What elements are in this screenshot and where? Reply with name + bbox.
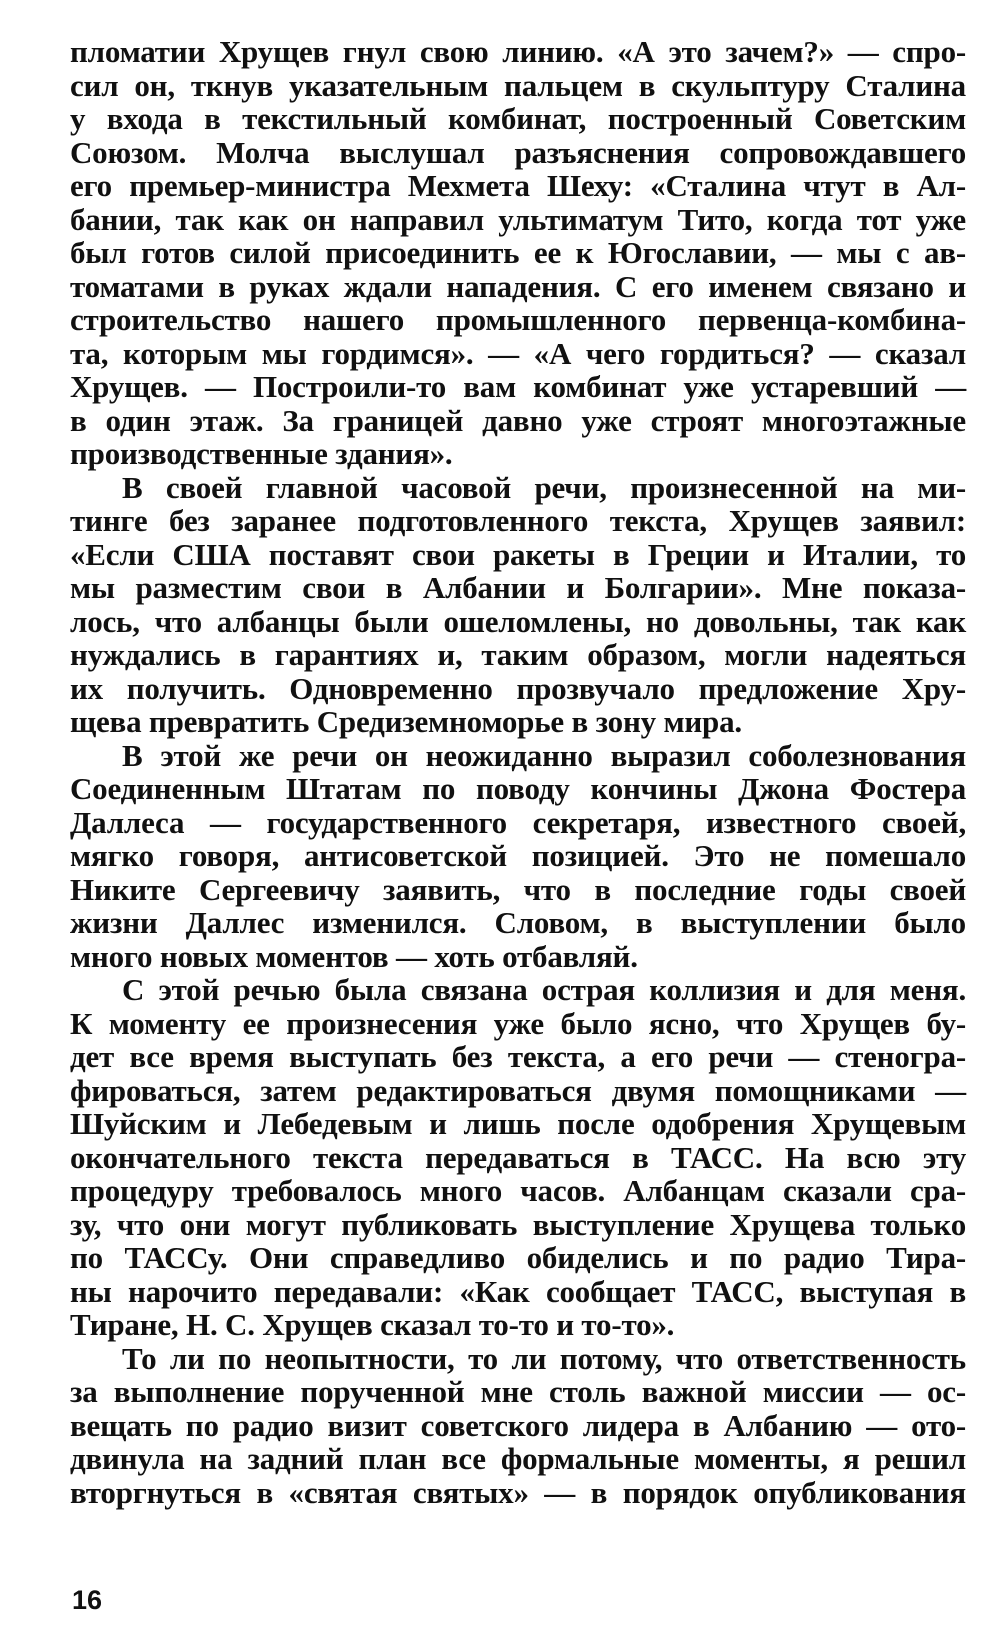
text-line: С этой речью была связана острая коллизия и для меня. — [122, 972, 966, 1007]
text-line: нуждались в гарантиях и, таким образом, могли надеяться — [70, 637, 966, 672]
text-line: вторгнуться в «святая святых» — в порядок опубликования — [70, 1474, 966, 1510]
text-line: Тиране, Н. С. Хрущев сказал то-то и то-то». — [70, 1307, 675, 1342]
text-line: бании, так как он направил ультиматум Тито, когда тот уже — [70, 201, 966, 237]
text-line: Хрущев. — Построили-то вам комбинат уже устаревший — — [70, 369, 966, 404]
text-line: Шуйским и Лебедевым и лишь после одобрения Хрущевым — [70, 1106, 966, 1141]
text-line: Никите Сергеевичу заявить, что в последние годы своей — [70, 871, 966, 907]
text-line: В своей главной часовой речи, произнесенной на ми- — [122, 469, 966, 505]
text-line: окончательного текста передаваться в ТАСС. На всю эту — [70, 1139, 966, 1175]
text-line: сил он, ткнув указательным пальцем в скульптуру Сталина — [70, 67, 966, 103]
body-text — [70, 35, 966, 1509]
text-line: Союзом. Молча выслушал разъяснения сопровождавшего — [70, 134, 966, 170]
text-line: по ТАССу. Они справедливо обиделись и по радио Тира- — [70, 1240, 966, 1275]
text-line: фироваться, затем редактироваться двумя помощниками — — [70, 1072, 966, 1108]
text-line: пломатии Хрущев гнул свою линию. «А это зачем?» — спро- — [70, 34, 966, 69]
paragraph-1 — [70, 35, 966, 471]
text-line: за выполнение порученной мне столь важной миссии — ос- — [70, 1374, 966, 1409]
text-line: лось, что албанцы были ошеломлены, но довольны, так как — [70, 603, 966, 639]
text-line: та, которым мы гордимся». — «А чего гордиться? — сказал — [70, 335, 966, 371]
text-line: у входа в текстильный комбинат, построенный Советским — [70, 101, 966, 136]
text-line: Соединенным Штатам по поводу кончины Джона Фостера — [70, 771, 966, 806]
page-number: 16 — [72, 1585, 103, 1615]
text-line: его премьер-министра Мехмета Шеху: «Сталина чтут в Ал- — [70, 168, 966, 203]
text-line: был готов силой присоединить ее к Югославии, — мы с ав- — [70, 235, 966, 270]
text-line: в один этаж. За границей давно уже строят многоэтажные — [70, 402, 966, 438]
text-line: двинула на задний план все формальные моменты, я решил — [70, 1441, 966, 1476]
text-line: мы разместим свои в Албании и Болгарии». Мне показа- — [70, 570, 966, 605]
text-line: «Если США поставят свои ракеты в Греции и Италии, то — [70, 536, 966, 572]
text-line: дет все время выступать без текста, а его речи — стеногра- — [70, 1039, 966, 1074]
text-line: жизни Даллес изменился. Словом, в выступлении было — [70, 905, 966, 940]
text-line: мягко говоря, антисоветской позицией. Это не помешало — [70, 838, 966, 873]
text-line: тинге без заранее подготовленного текста, Хрущев заявил: — [70, 503, 966, 538]
text-line: Даллеса — государственного секретаря, известного своей, — [70, 804, 966, 840]
text-line: зу, что они могут публиковать выступление Хрущева только — [70, 1206, 966, 1242]
text-line: процедуру требовалось много часов. Албанцам сказали сра- — [70, 1173, 966, 1208]
text-line: К моменту ее произнесения уже было ясно, что Хрущев бу- — [70, 1005, 966, 1041]
text-line: томатами в руках ждали нападения. С его именем связано и — [70, 268, 966, 304]
text-line: щева превратить Средиземноморье в зону мира. — [70, 704, 742, 739]
text-line: вещать по радио визит советского лидера в Албанию — ото- — [70, 1407, 966, 1443]
text-line: В этой же речи он неожиданно выразил соболезнования — [122, 737, 966, 773]
text-line: много новых моментов — хоть отбавляй. — [70, 938, 638, 974]
text-line: ны нарочито передавали: «Как сообщает ТАСС, выступая в — [70, 1273, 966, 1309]
paragraph-5 — [70, 1342, 966, 1510]
text-line: строительство нашего промышленного первенца-комбина- — [70, 302, 966, 337]
text-line: их получить. Одновременно прозвучало предложение Хру- — [70, 670, 966, 706]
paragraph-4 — [70, 973, 966, 1342]
text-line: производственные здания». — [70, 436, 453, 471]
paragraph-3 — [70, 739, 966, 974]
paragraph-2 — [70, 471, 966, 739]
text-line: То ли по неопытности, то ли потому, что ответственность — [122, 1340, 966, 1376]
